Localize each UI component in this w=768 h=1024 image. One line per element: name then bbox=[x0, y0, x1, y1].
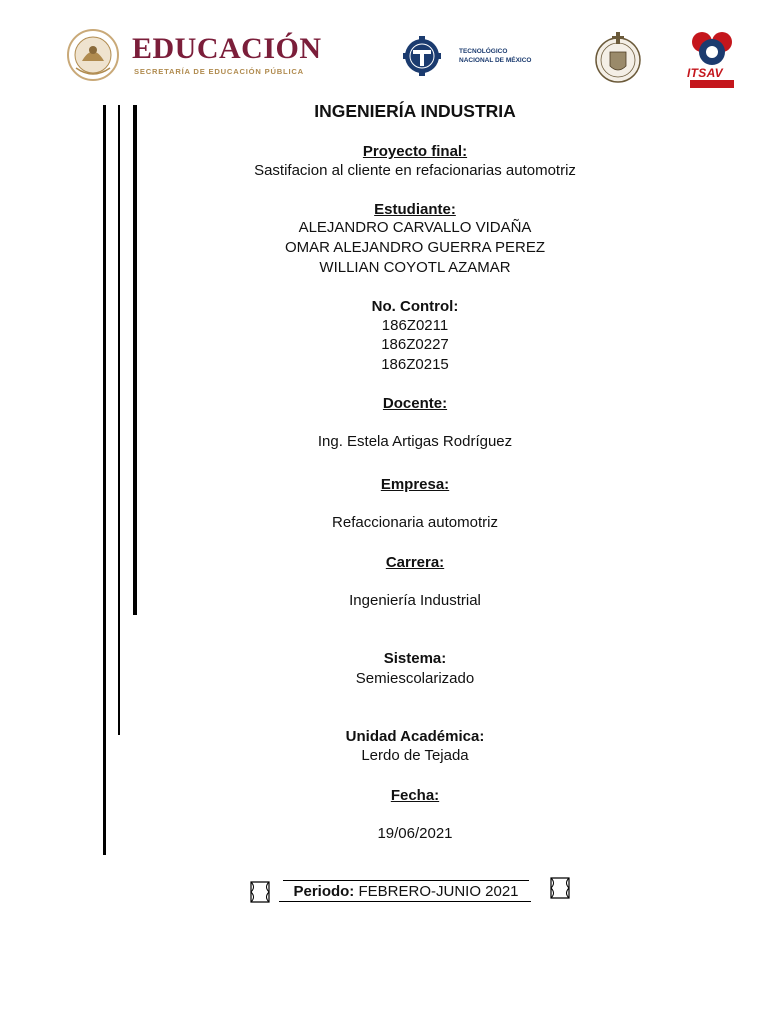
vertical-rule-2 bbox=[118, 105, 120, 735]
control-number: 186Z0215 bbox=[381, 356, 449, 373]
empresa-value: Refaccionaria automotriz bbox=[332, 514, 498, 531]
unidad-value: Lerdo de Tejada bbox=[361, 747, 469, 764]
mexico-coat-of-arms-logo bbox=[62, 28, 124, 82]
sistema-value: Semiescolarizado bbox=[355, 670, 475, 687]
periodo-text bbox=[283, 883, 529, 900]
estudiante-name: OMAR ALEJANDRO GUERRA PEREZ bbox=[284, 239, 546, 256]
fecha-label: Fecha: bbox=[390, 787, 440, 804]
document-title: INGENIERÍA INDUSTRIA bbox=[314, 101, 516, 121]
itsav-logo-text: ITSAV bbox=[687, 66, 723, 80]
tecnm-logo-line1: TECNOLÓGICO bbox=[459, 48, 508, 55]
control-label: No. Control: bbox=[371, 298, 459, 315]
estudiante-label: Estudiante: bbox=[374, 201, 456, 218]
periodo-banner bbox=[283, 880, 529, 902]
periodo-label: Periodo: bbox=[293, 883, 355, 900]
periodo-top-rule bbox=[283, 880, 529, 881]
tecnm-logo-line2: NACIONAL DE MÉXICO bbox=[459, 57, 532, 64]
cover-content bbox=[130, 0, 700, 1024]
educacion-logo-subtitle: SECRETARÍA DE EDUCACIÓN PÚBLICA bbox=[134, 67, 304, 76]
proyecto-value: Sastifacion al cliente en refacionarias automotriz bbox=[254, 162, 576, 179]
carrera-label: Carrera: bbox=[385, 554, 445, 571]
proyecto-label: Proyecto final: bbox=[362, 143, 468, 160]
estudiante-name: ALEJANDRO CARVALLO VIDAÑA bbox=[298, 219, 532, 236]
estudiante-name: WILLIAN COYOTL AZAMAR bbox=[319, 259, 511, 276]
sistema-label: Sistema: bbox=[383, 650, 447, 667]
unidad-label: Unidad Académica: bbox=[345, 728, 485, 745]
carrera-value: Ingeniería Industrial bbox=[349, 592, 481, 609]
docente-label: Docente: bbox=[382, 395, 448, 412]
empresa-label: Empresa: bbox=[380, 476, 450, 493]
control-number: 186Z0211 bbox=[381, 317, 449, 334]
periodo-bottom-rule bbox=[279, 901, 531, 902]
vertical-rule-1 bbox=[103, 105, 106, 855]
educacion-logo-title: EDUCACIÓN bbox=[132, 32, 322, 65]
control-number: 186Z0227 bbox=[381, 336, 449, 353]
scroll-ornament-icon bbox=[548, 875, 572, 901]
fecha-value: 19/06/2021 bbox=[377, 825, 453, 842]
periodo-value: FEBRERO-JUNIO 2021 bbox=[354, 883, 519, 900]
docente-value: Ing. Estela Artigas Rodríguez bbox=[317, 433, 513, 450]
scroll-ornament-icon bbox=[248, 879, 272, 905]
